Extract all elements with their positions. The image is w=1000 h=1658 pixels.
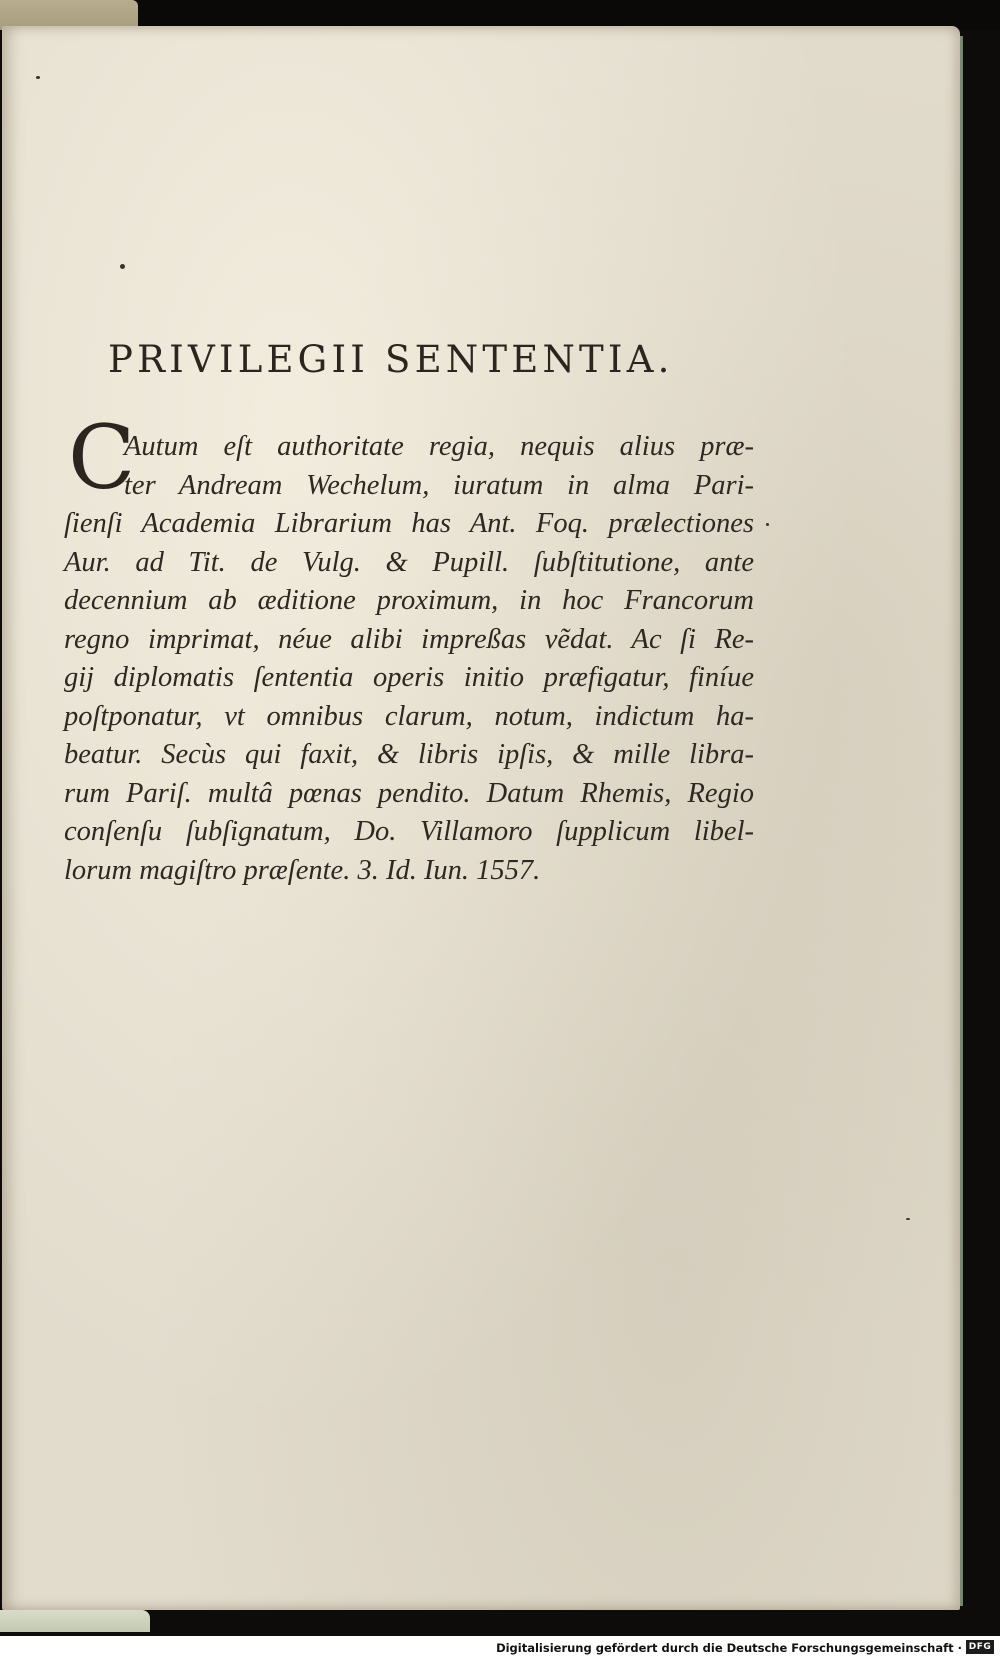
page-title: PRIVILEGII SENTENTIA. [108, 338, 674, 381]
ink-speck [766, 523, 769, 526]
ink-speck [906, 1218, 910, 1220]
drop-cap-initial: C [68, 406, 136, 509]
text-line: lorum magiſtro præſente. 3. Id. Iun. 1557. [64, 854, 541, 886]
text-line: Autum eſt authoritate regia, nequis alius præ- [124, 431, 754, 462]
dfg-logo: DFG [966, 1640, 994, 1654]
text-line: regno imprimat, néue alibi impreßas vẽdat. Ac ſi Re- [64, 623, 754, 655]
ink-speck [120, 264, 125, 269]
ink-speck [36, 76, 40, 79]
book-edge-tab-bottom [0, 1610, 150, 1632]
text-line: beatur. Secùs qui faxit, & libris ipſis, & mille libra- [64, 739, 754, 770]
text-line: gij diplomatis ſententia operis initio præfigatur, finíue [64, 662, 754, 693]
text-line: ſienſi Academia Librarium has Ant. Foq. prælectiones [64, 508, 754, 539]
text-line: poſtponatur, vt omnibus clarum, notum, indictum ha- [64, 700, 754, 732]
text-line: ter Andream Wechelum, iuratum in alma Pari- [124, 469, 754, 501]
text-line: rum Pariſ. multâ pœnas pendito. Datum Rhemis, Regio [64, 777, 754, 809]
text-line: decennium ab æditione proximum, in hoc Francorum [64, 585, 754, 616]
privilege-text [64, 406, 754, 890]
funding-credit: Digitalisierung gefördert durch die Deutsche Forschungsgemeinschaft · [496, 1641, 962, 1655]
text-line: conſenſu ſubſignatum, Do. Villamoro ſupplicum libel- [64, 816, 754, 847]
text-line: Aur. ad Tit. de Vulg. & Pupill. ſubſtitutione, ante [64, 546, 754, 578]
